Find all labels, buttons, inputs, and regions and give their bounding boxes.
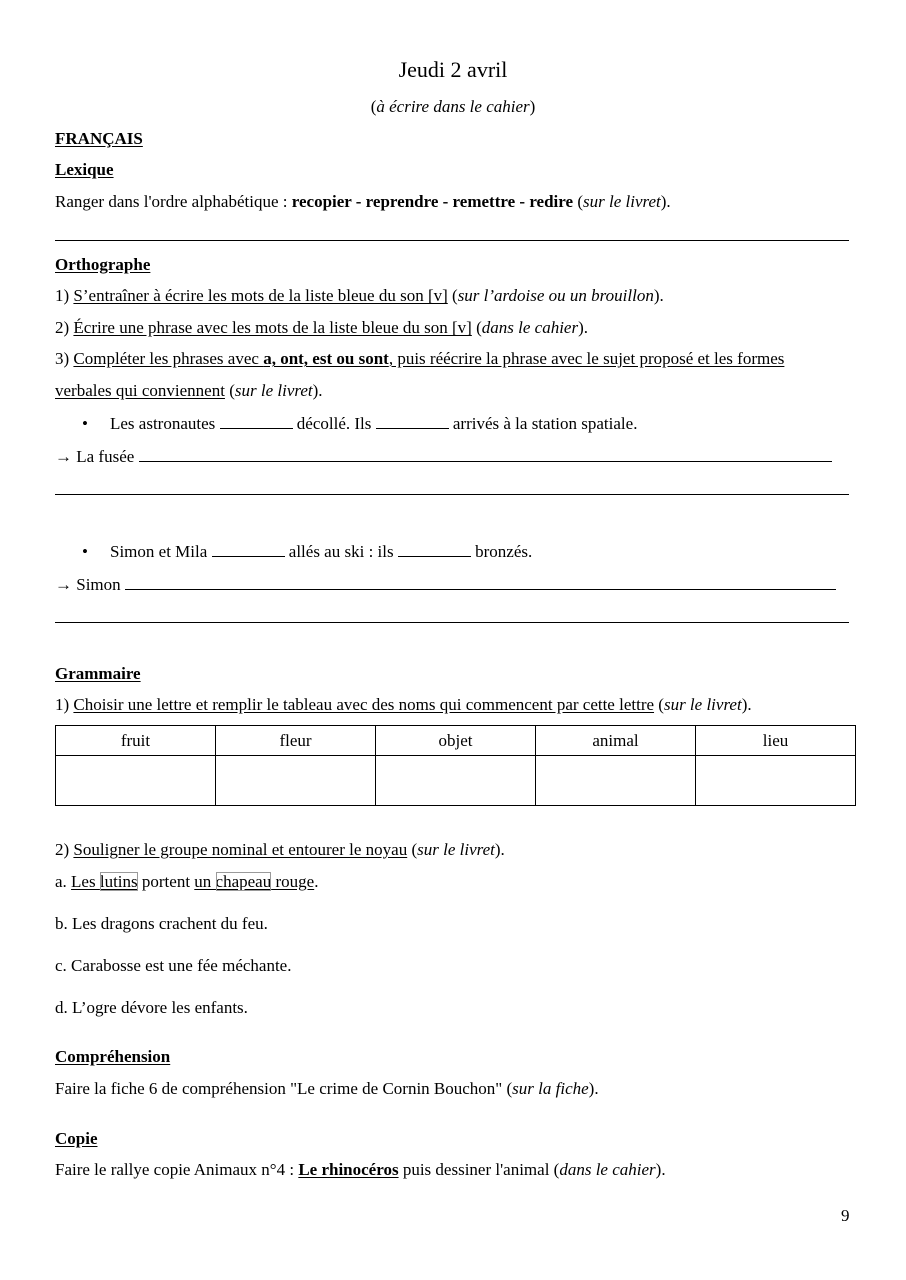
copie-instruction: Faire le rallye copie Animaux n°4 : Le rhinocéros puis dessiner l'animal (dans le cahier).: [55, 1160, 666, 1179]
example-sentence-a: a. Les lutins portent un chapeau rouge.: [55, 872, 319, 891]
table-header-lieu: lieu: [696, 726, 856, 756]
comprehension-instruction: Faire la fiche 6 de compréhension "Le crime de Cornin Bouchon" (sur la fiche).: [55, 1079, 599, 1098]
exercise-sentence-c: c. Carabosse est une fée méchante.: [55, 956, 292, 975]
exercise-sentence-2: • Simon et Mila allés au ski : ils bronzés.: [82, 542, 533, 561]
answer-line: [55, 240, 849, 241]
orthographe-item-1: 1) S’entraîner à écrire les mots de la liste bleue du son [v] (sur l’ardoise ou un brouillon).: [55, 286, 664, 305]
page-subtitle: (à écrire dans le cahier): [370, 97, 536, 116]
page-number: 9: [841, 1206, 850, 1225]
blank-line: [212, 541, 285, 557]
grammaire-item-2: 2) Souligner le groupe nominal et entourer le noyau (sur le livret).: [55, 840, 505, 859]
orthographe-item-3: 3) Compléter les phrases avec a, ont, est ou sont, puis réécrire la phrase avec le sujet proposé et les formes: [55, 349, 785, 368]
section-heading-grammaire: Grammaire: [55, 664, 141, 683]
blank-line: [125, 574, 836, 590]
letter-table: [55, 725, 856, 806]
blank-line: [220, 413, 293, 429]
table-header-fruit: fruit: [56, 726, 216, 756]
bullet-icon: •: [82, 542, 88, 561]
noun-core-box: lutins: [99, 872, 138, 891]
bullet-icon: •: [82, 414, 88, 433]
table-header-animal: animal: [536, 726, 696, 756]
blank-line: [398, 541, 471, 557]
noun-core-box: chapeau: [215, 872, 272, 891]
blank-line: [139, 446, 832, 462]
orthographe-item-3-cont: verbales qui conviennent (sur le livret).: [55, 381, 323, 400]
table-cell: [376, 756, 536, 806]
exercise-sentence-1: • Les astronautes décollé. Ils arrivés à la station spatiale.: [82, 414, 638, 433]
answer-line: [55, 494, 849, 495]
section-heading-copie: Copie: [55, 1129, 98, 1148]
orthographe-item-2: 2) Écrire une phrase avec les mots de la liste bleue du son [v] (dans le cahier).: [55, 318, 589, 337]
section-heading-comprehension: Compréhension: [55, 1047, 171, 1066]
table-cell: [536, 756, 696, 806]
table-header-objet: objet: [376, 726, 536, 756]
page-title: Jeudi 2 avril: [398, 57, 508, 82]
section-heading-orthographe: Orthographe: [55, 255, 151, 274]
table-cell: [56, 756, 216, 806]
section-heading-francais: FRANÇAIS: [55, 129, 143, 148]
lexique-instruction: Ranger dans l'ordre alphabétique : recopier - reprendre - remettre - redire (sur le livret).: [55, 192, 671, 211]
exercise-sentence-b: b. Les dragons crachent du feu.: [55, 914, 268, 933]
grammaire-item-1: 1) Choisir une lettre et remplir le tableau avec des noms qui commencent par cette lettre (sur le livret).: [55, 695, 752, 714]
answer-line-1: → La fusée: [55, 446, 832, 467]
exercise-sentence-d: d. L’ogre dévore les enfants.: [55, 998, 248, 1017]
section-heading-lexique: Lexique: [55, 160, 114, 179]
table-cell: [696, 756, 856, 806]
table-header-fleur: fleur: [216, 726, 376, 756]
blank-line: [376, 413, 449, 429]
table-cell: [216, 756, 376, 806]
answer-line-2: → Simon: [55, 574, 836, 595]
answer-line: [55, 622, 849, 623]
